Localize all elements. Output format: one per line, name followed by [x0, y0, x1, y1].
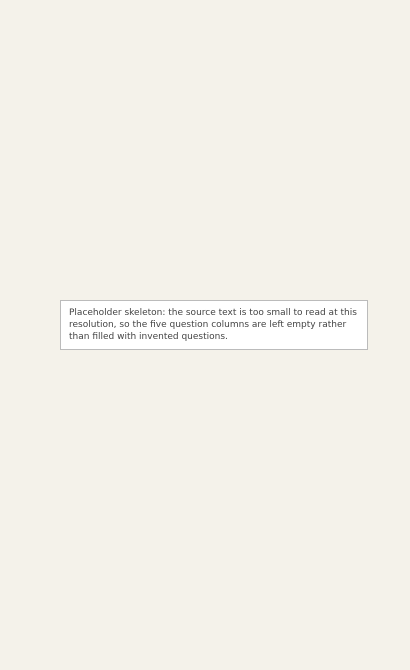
placeholder-note: Placeholder skeleton: the source text is too small to read at this resolution, so the five question columns are left empty rather than filled with invented questions.	[60, 300, 368, 350]
